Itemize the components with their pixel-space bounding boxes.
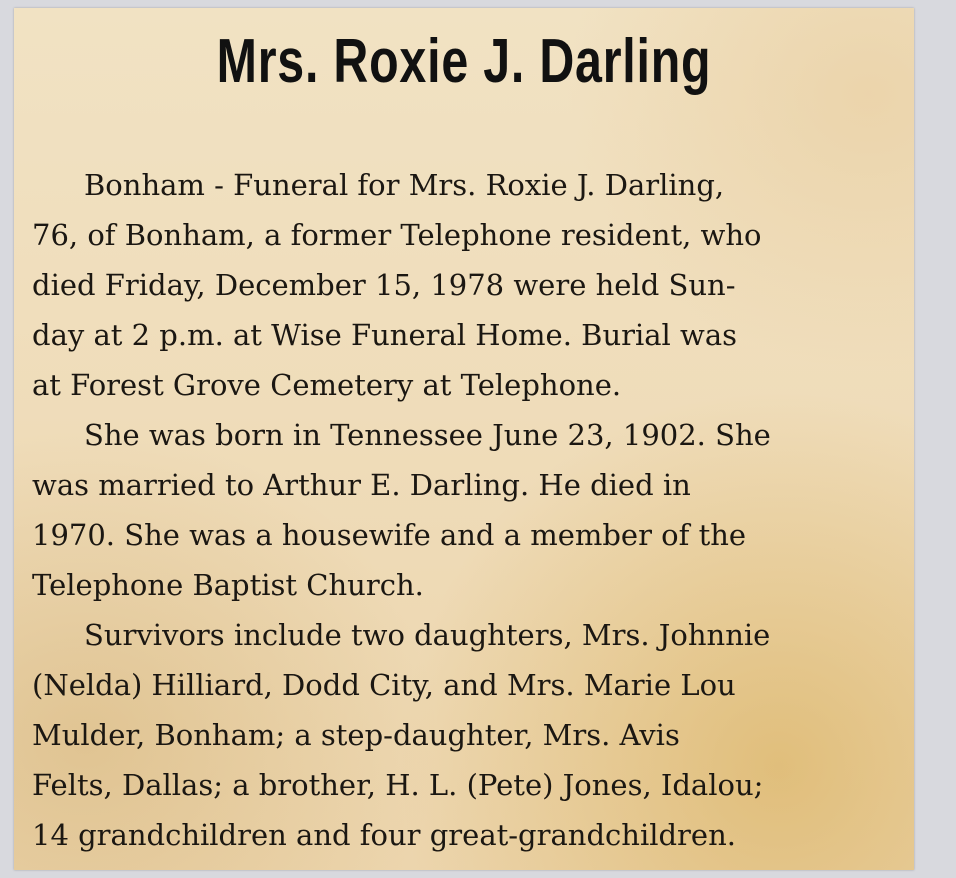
text-line: Survivors include two daughters, Mrs. Johnnie bbox=[84, 618, 771, 652]
newspaper-clipping bbox=[14, 8, 914, 870]
text-line: was married to Arthur E. Darling. He died in bbox=[32, 468, 691, 502]
text-line: Felts, Dallas; a brother, H. L. (Pete) Jones, Idalou; bbox=[32, 768, 764, 802]
text-line: day at 2 p.m. at Wise Funeral Home. Burial was bbox=[32, 318, 738, 352]
text-line: Mulder, Bonham; a step-daughter, Mrs. Avis bbox=[32, 718, 680, 752]
paragraph-survivors bbox=[32, 610, 912, 860]
text-line: Telephone Baptist Church. bbox=[32, 568, 424, 602]
text-line: at Forest Grove Cemetery at Telephone. bbox=[32, 368, 622, 402]
obituary-body bbox=[32, 160, 912, 860]
text-line: 76, of Bonham, a former Telephone resident, who bbox=[32, 218, 762, 252]
text-line: She was born in Tennessee June 23, 1902. She bbox=[84, 418, 771, 452]
paragraph-biography bbox=[32, 410, 912, 610]
text-line: died Friday, December 15, 1978 were held Sun- bbox=[32, 268, 736, 302]
text-line: 1970. She was a housewife and a member of the bbox=[32, 518, 747, 552]
text-line: 14 grandchildren and four great-grandchildren. bbox=[32, 818, 736, 852]
paragraph-funeral bbox=[32, 160, 912, 410]
obituary-title: Mrs. Roxie J. Darling bbox=[216, 27, 712, 96]
text-line: Bonham - Funeral for Mrs. Roxie J. Darling, bbox=[84, 168, 725, 202]
text-line: (Nelda) Hilliard, Dodd City, and Mrs. Marie Lou bbox=[32, 668, 736, 702]
